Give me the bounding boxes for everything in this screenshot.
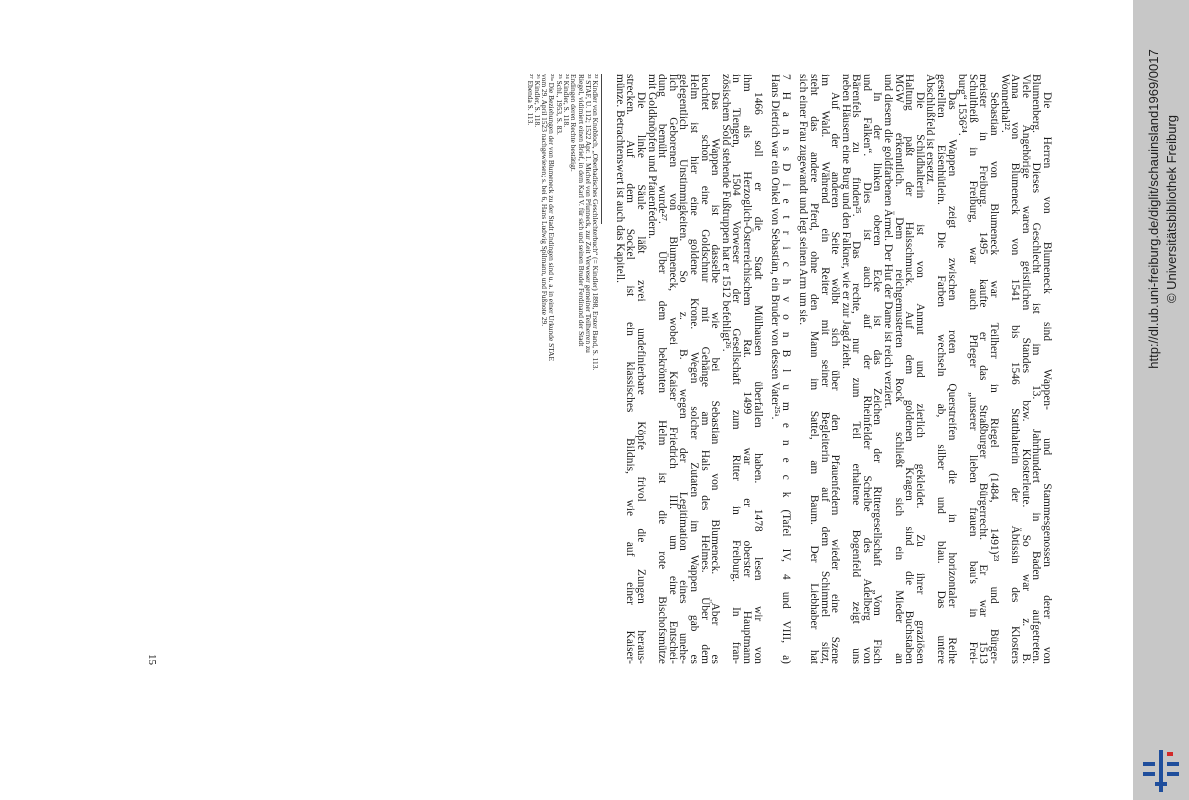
text-line: zösischem Sold stehende Fußtruppen hat er 1512 befehligt²⁶. [719,74,732,352]
footnote-line: ²⁴ Kindler, S. 118. [562,74,572,128]
copyright-text: © Universitätsbibliothek Freiburg [1164,114,1179,304]
paragraph [957,74,999,664]
text-line: münze. Betrachtenswert ist auch das Kapitell. [613,74,626,283]
text-line: Die linke Säule läßt zwei undefinierbare Köpfe frivol die Zungen heraus- [635,92,648,664]
footnote-line: Endingen deren Rechte bestätigt. [569,74,579,172]
text-line: Helm ist hier eine goldene Krone. Wegen solcher Zutaten im Wappen gab es [688,74,700,664]
paragraph [720,74,762,664]
text-line: MGW erkenntlich. Dem reichgemusterten Rock schließt sich ein Mieder an [892,74,905,664]
source-url-link[interactable]: http://dl.ub.uni-freiburg.de/diglit/schauinsland1969/0017 [1146,49,1161,369]
text-line: Das Wappen ist dasselbe wie bei Sebastian von Blumeneck. Aber es [709,92,722,664]
text-line: dung bemüht wurde²⁷. Über dem bekrönten Helm ist die rote Bischofsmütze [656,74,669,664]
text-line: Hans Dietrich war ein Onkel von Sebastian, ein Bruder von dessen Vater²⁵ᵃ. [769,74,782,420]
ub-freiburg-logo-icon [1141,748,1181,794]
paragraph [770,74,791,664]
text-line: strecken. Auf dem Sockel ist ein klassisches Bildnis, wie auf einer Kaiser- [624,74,637,664]
text-line: burg“ 1536²⁴. [956,74,969,136]
text-line: Sebastian von Blumeneck war Teilherr in Riegel (1484, 1491)²³ und Bürger- [988,92,1001,664]
sidebar-text [1145,14,1185,404]
footnote-line: ²⁶ Kindler, S. 118. [532,74,542,128]
text-line: im Wald. Während ein Reiter mit seiner Begleiterin auf dem Schimmel sitzt, [818,74,831,664]
body-text [614,74,1052,664]
text-line: Bärenfels zu finden²⁵. Das rechte, nur zum Teil erhaltene Bogenfeld zeigt uns [850,74,863,664]
text-line: Anna von Blumeneck von 1541 bis 1546 Statthalterin der Äbtissin des Klosters [1009,74,1022,664]
text-line: 1466 soll er die Stadt Mülhausen überfallen haben. 1478 lesen wir von [751,92,764,664]
footnote-line: ²³ STAF, U. 112; 1522 Apr. 1. Michel von Pfunneck, zur Zeit Verweser gemeiner Teilherren zu [583,74,593,353]
text-line: Die Herren von Blumeneck sind Wappen- und Stammesgenossen derer von [1041,92,1053,664]
text-line: sich einer Frau zugewandt und legt seinen Arm um sie. [797,74,810,326]
paragraph [999,74,1052,664]
text-line: in Tiengen, 1504 Vorweser der Gesellschaft zum Ritter in Freiburg. In fran- [730,74,743,664]
footnotes [526,74,599,664]
text-line: und Falken“. Dies ist auch auf der Rheinfelder Scheibe des Adelberg von [860,74,873,664]
text-line: steht das andere Pferd, ohne den Mann im Sattel, am Baum. Der Liebhaber hat [807,74,820,664]
text-line: leuchtet schon eine Goldschnur mit Gehänge am Hals des Helmes. Über dem [698,74,711,664]
footnote-line: ²² Kindler von Knobloch, „Oberbadisches Geschlechterbuch“ (= Kindler) 1898, Erster Band, S. 113. [591,74,601,371]
page-number: 15 [146,654,158,665]
footnote-line: Riegel, vidimiert einen Brief, in dem Karl V. für sich und seinen Bruder Ferdinand der Stadt [576,74,586,347]
paragraph [883,74,925,664]
footnote-line: ²⁵ᵃ Die Beziehungen der von Blumeneck zu der Stadt Endingen sind u. a. in einer Urkunde STAE [547,74,557,361]
text-line: Auf der anderen Seite wölbt sich über den Pfauenfedern wieder eine Szene [829,92,842,664]
footnote-line: vom 29. April 1523 nachgewiesen; s. bei 6, Hans Ludwig Spilmann, und Fußnote 29. [540,74,550,327]
text-line: mit Goldknöpfen und Pfauenfedern. [645,74,658,239]
text-line: Schultheiß in Freiburg, war auch Pfleger „unserer lieben frauen bau's in Frei- [966,74,979,664]
paragraph [925,74,957,664]
attribution-sidebar [1133,0,1189,800]
footnote-line: ²⁵ Schl., 1953, S. 83. [554,74,564,135]
footnote-line: ²⁷ Ebenda S. 113. [525,74,535,126]
text-line: meister in Freiburg. 1495 kaufte er das Straßburger Bürgerrecht. Er war 1513 [977,74,990,664]
text-line: neben Häusern eine Burg und den Falkner, wie er zur Jagd zieht. [839,74,852,370]
text-line: lich Geborenen von Blumeneck, wobei Kaiser Friedrich III. um eine Entschei- [666,74,679,664]
text-line: Wonnethal²². [998,74,1011,133]
text-line: Abschlußfeld ist ersetzt. [924,74,937,185]
text-line: Die Schildhalterin ist von Anmut und zierlich gekleidet. Zu ihrer graziösen [913,92,926,664]
text-line: Viele Angehörige waren geistlichen Standes bzw. Klosterleute. So war z. B. [1019,74,1032,664]
text-line: Blumenberg. Dieses Geschlecht ist im 13. Jahrhundert in Baden aufgetreten. [1030,74,1043,664]
paragraph [840,74,882,664]
text-line: Haltung paßt der Halsschmuck. Auf dem goldenen Kragen sind die Buchstaben [903,74,916,664]
text-line: Das Wappen zeigt zwischen roten Querstreifen die in horizontaler Reihe [945,92,958,664]
text-line: gestellten Eisenhütlein. Die Farben wechseln ab, silber und blau. Das untere [935,74,948,664]
text-line: und diesem die goldfarbenen Ärmel. Der Hut der Dame ist reich verziert. [882,74,895,409]
paragraph [798,74,840,664]
text-line: gelegentlich Unstimmigkeiten. So z. B. wegen der Legitimation eines unehe- [677,74,690,664]
rotated-page-content [146,74,1053,734]
text-line: In der linken oberen Ecke ist das Zeichen der Rittergesellschaft „Vom Fisch [871,92,884,664]
text-line: ihm als Herzoglich-Österreichischem Rat. 1499 war er oberster Hauptmann [740,74,753,664]
paragraph [614,74,646,664]
paragraph [646,74,720,664]
text-line: 7 H a n s D i e t r i c h v o n B l u m e n e c k (Tafel IV, 4 und VIII, a) [779,74,792,664]
